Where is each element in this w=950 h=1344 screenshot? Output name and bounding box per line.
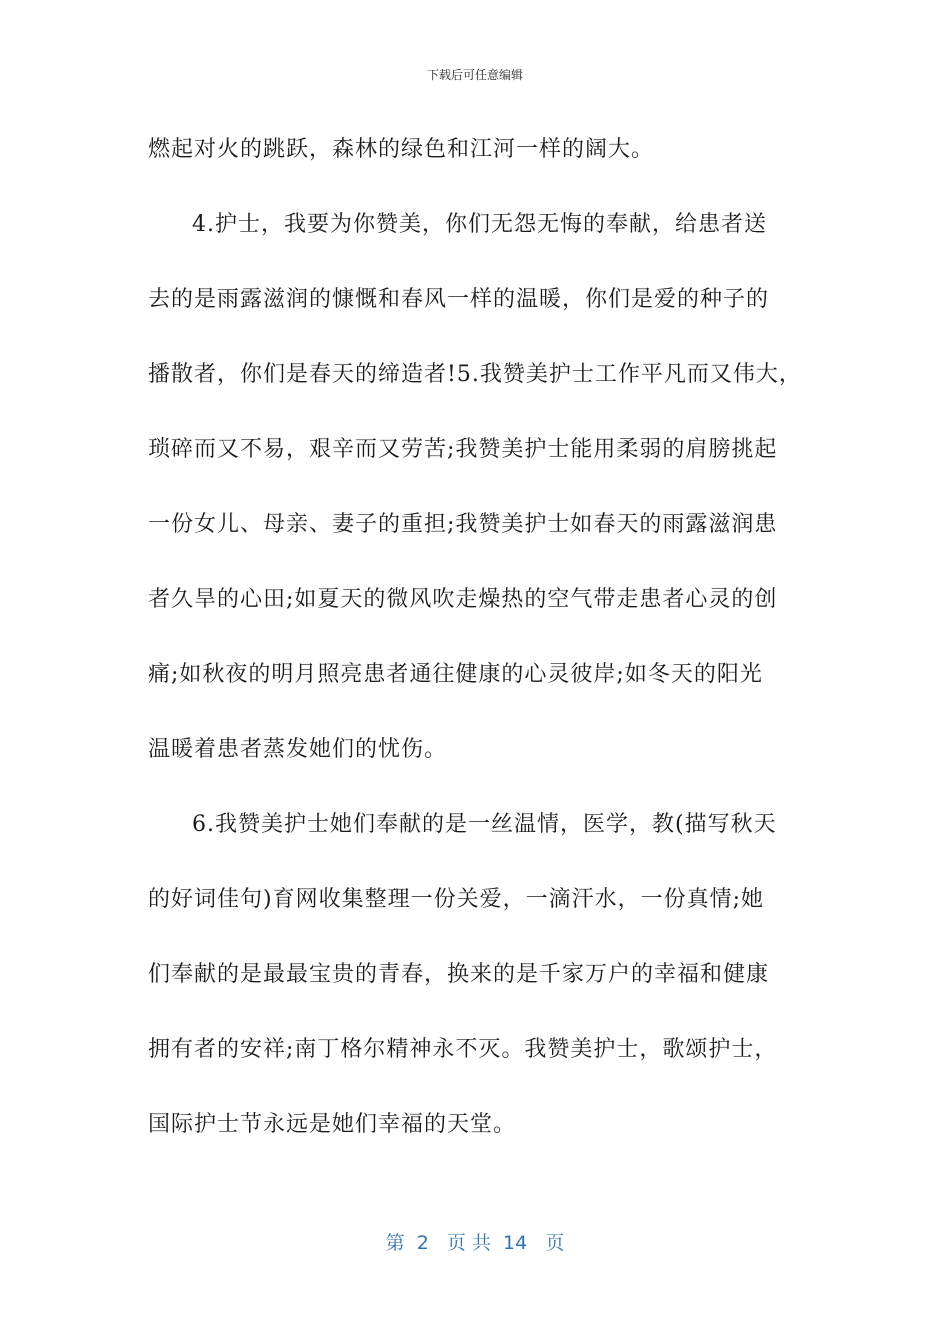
- page-number-footer: 第 2 页 共 14 页: [385, 1232, 565, 1254]
- page-header: 下载后可任意编辑: [426, 68, 523, 82]
- text-line: 温暖着患者蒸发她们的忧伤。: [148, 737, 448, 762]
- text-line: 一份女儿、母亲、妻子的重担;我赞美护士如春天的雨露滋润患: [148, 512, 778, 537]
- text-line: 拥有者的安祥;南丁格尔精神永不灭。我赞美护士，歌颂护士，: [148, 1037, 778, 1062]
- text-line: 4.护士，我要为你赞美，你们无怨无悔的奉献，给患者送: [192, 212, 767, 237]
- text-line: 去的是雨露滋润的慷慨和春风一样的温暖，你们是爱的种子的: [148, 287, 770, 312]
- text-line: 们奉献的是最最宝贵的青春，换来的是千家万户的幸福和健康: [148, 962, 770, 987]
- text-line: 燃起对火的跳跃，森林的绿色和江河一样的阔大。: [148, 137, 655, 162]
- text-line: 痛;如秋夜的明月照亮患者通往健康的心灵彼岸;如冬天的阳光: [148, 662, 763, 687]
- text-line: 琐碎而又不易，艰辛而又劳苦;我赞美护士能用柔弱的肩膀挑起: [148, 437, 778, 462]
- text-line: 国际护士节永远是她们幸福的天堂。: [148, 1112, 517, 1137]
- text-line: 6.我赞美护士她们奉献的是一丝温情，医学，教(描写秋天: [192, 812, 777, 837]
- text-line: 的好词佳句)育网收集整理一份关爱，一滴汗水，一份真情;她: [148, 887, 764, 912]
- text-line: 播散者，你们是春天的缔造者!5.我赞美护士工作平凡而又伟大，: [148, 362, 802, 387]
- text-line: 者久旱的心田;如夏天的微风吹走燥热的空气带走患者心灵的创: [148, 587, 778, 612]
